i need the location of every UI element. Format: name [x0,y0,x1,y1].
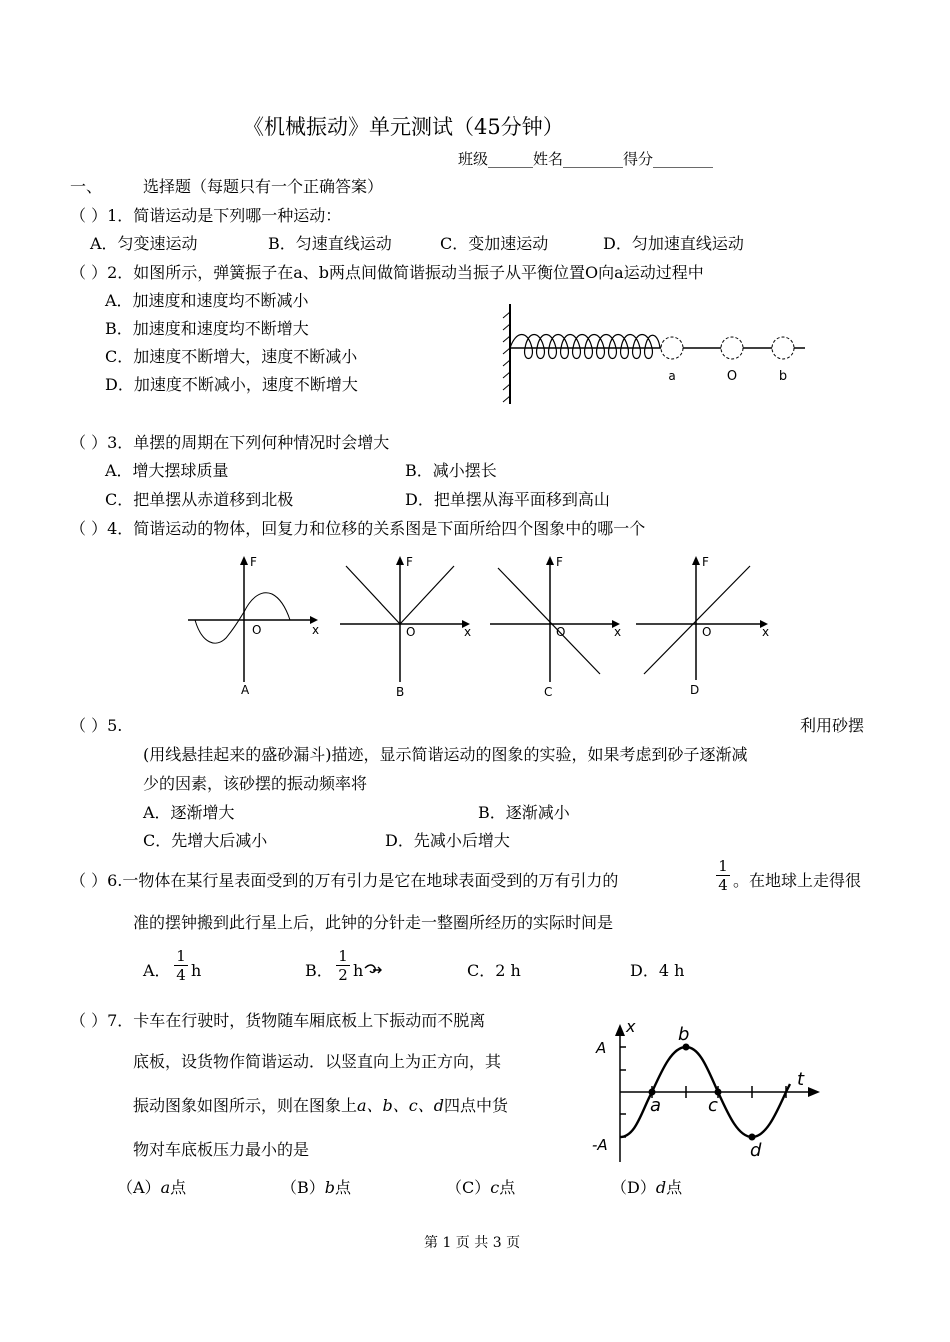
q6-stem-b: 。在地球上走得很 [733,871,862,890]
q6-line2: 准的摆钟搬到此行星上后，此钟的分针走一整圈所经历的实际时间是 [133,913,614,932]
page-footer: 第 1 页 共 3 页 [424,1235,521,1251]
q1-option-b: B．匀速直线运动 [268,234,392,253]
q7-option-c: （C）c点 [446,1178,516,1197]
q3-option-b: B．减小摆长 [405,461,497,480]
q6-option-a-fraction: 1 4 [174,948,188,983]
q6-option-d: D．4 h [630,961,685,980]
svg-text:F: F [406,555,413,569]
q5-line3: 少的因素，该砂摆的振动频率将 [143,774,368,793]
svg-text:b: b [678,1024,690,1045]
q2-option-d: D．加速度不断减小，速度不断增大 [105,375,358,394]
q5-line2: (用线悬挂起来的盛砂漏斗)描迹，显示简谐运动的图象的实验，如果考虑到砂子逐渐减 [143,745,748,764]
q5-option-c: C．先增大后减小 [143,831,268,850]
q2-option-b: B．加速度和速度均不断增大 [105,319,309,338]
q1-option-d: D．匀加速直线运动 [603,234,744,253]
graph-b [336,552,476,702]
graph-d [632,552,777,702]
section-title: 选择题（每题只有一个正确答案） [143,177,384,196]
q6-option-c: C．2 h [467,961,521,980]
q5-option-b: B．逐渐减小 [478,803,570,822]
q2-stem: （ ）2．如图所示，弹簧振子在a、b两点间做简谐振动当振子从平衡位置O向a运动过程中 [70,263,704,282]
q5-option-d: D．先减小后增大 [385,831,510,850]
student-info-fields: 班级______姓名________得分________ [458,150,714,168]
svg-text:A: A [596,1039,607,1057]
svg-text:-A: -A [592,1136,608,1154]
label-o: O [726,369,738,384]
graph-b-letter: B [396,685,405,699]
q7-option-b: （B）b点 [281,1178,352,1197]
graph-a [180,552,320,702]
spring-oscillator-figure [500,300,820,410]
svg-text:c: c [708,1095,718,1116]
q1-option-c: C．变加速运动 [440,234,549,253]
q3-option-a: A．增大摆球质量 [105,461,229,480]
svg-text:a: a [650,1095,662,1116]
q7-line4: 物对车底板压力最小的是 [133,1140,310,1159]
q5-stem-right: 利用砂摆 [800,716,865,735]
label-a: a [668,369,676,383]
graph-d-letter: D [690,683,700,697]
page-title: 《机械振动》单元测试（45分钟） [243,115,564,139]
q1-option-a: A．匀变速运动 [90,234,198,253]
q7-stem: （ ）7．卡车在行驶时，货物随车厢底板上下振动而不脱离 [70,1011,486,1030]
svg-text:x: x [762,625,770,639]
graph-c [486,552,626,702]
q6-option-b-label: B． [305,961,333,980]
q6-option-b-unit: h [353,961,364,980]
q2-option-a: A．加速度和速度均不断减小 [105,291,309,310]
svg-text:d: d [750,1140,762,1161]
svg-text:O: O [252,623,262,637]
vibration-graph [590,1010,825,1170]
graph-c-letter: C [544,685,553,699]
svg-text:O: O [702,625,712,639]
q1-stem: （ ）1．简谐运动是下列哪一种运动： [70,206,342,225]
label-b: b [778,369,788,384]
q4-stem: （ ）4．简谐运动的物体，回复力和位移的关系图是下面所给四个图象中的哪一个 [70,519,646,538]
svg-text:x: x [464,625,472,639]
q2-option-c: C．加速度不断增大，速度不断减小 [105,347,358,366]
graph-a-letter: A [241,683,250,697]
svg-text:F: F [250,555,257,569]
q3-option-d: D．把单摆从海平面移到高山 [405,490,610,509]
svg-text:O: O [406,625,416,639]
svg-text:F: F [702,555,709,569]
q6-stem-a: （ ）6.一物体在某行星表面受到的万有引力是它在地球表面受到的万有引力的 [70,871,619,890]
q7-line3: 振动图象如图所示，则在图象上a、b、c、d四点中货 [133,1096,509,1115]
svg-text:x: x [614,625,622,639]
q6-option-a-unit: h [191,961,202,980]
q6-option-b-fraction: 1 2 [336,948,350,983]
svg-text:x: x [626,1017,636,1036]
q6-fraction: 1 4 [716,858,730,893]
svg-text:t: t [797,1069,805,1090]
q7-option-a: （A）a点 [117,1178,187,1197]
svg-text:x: x [312,623,320,637]
q5-option-a: A．逐渐增大 [143,803,235,822]
q5-stem-start: （ ）5. [70,716,123,735]
q3-option-c: C．把单摆从赤道移到北极 [105,490,294,509]
q7-option-d: （D）d点 [611,1178,683,1197]
q3-stem: （ ）3．单摆的周期在下列何种情况时会增大 [70,433,390,452]
svg-text:O: O [556,625,566,639]
q7-line2: 底板，设货物作简谐运动．以竖直向上为正方向，其 [133,1052,502,1071]
stray-mark-icon [363,962,383,978]
section-number: 一、 [70,177,103,196]
svg-text:F: F [556,555,563,569]
q6-option-a-label: A． [143,961,171,980]
